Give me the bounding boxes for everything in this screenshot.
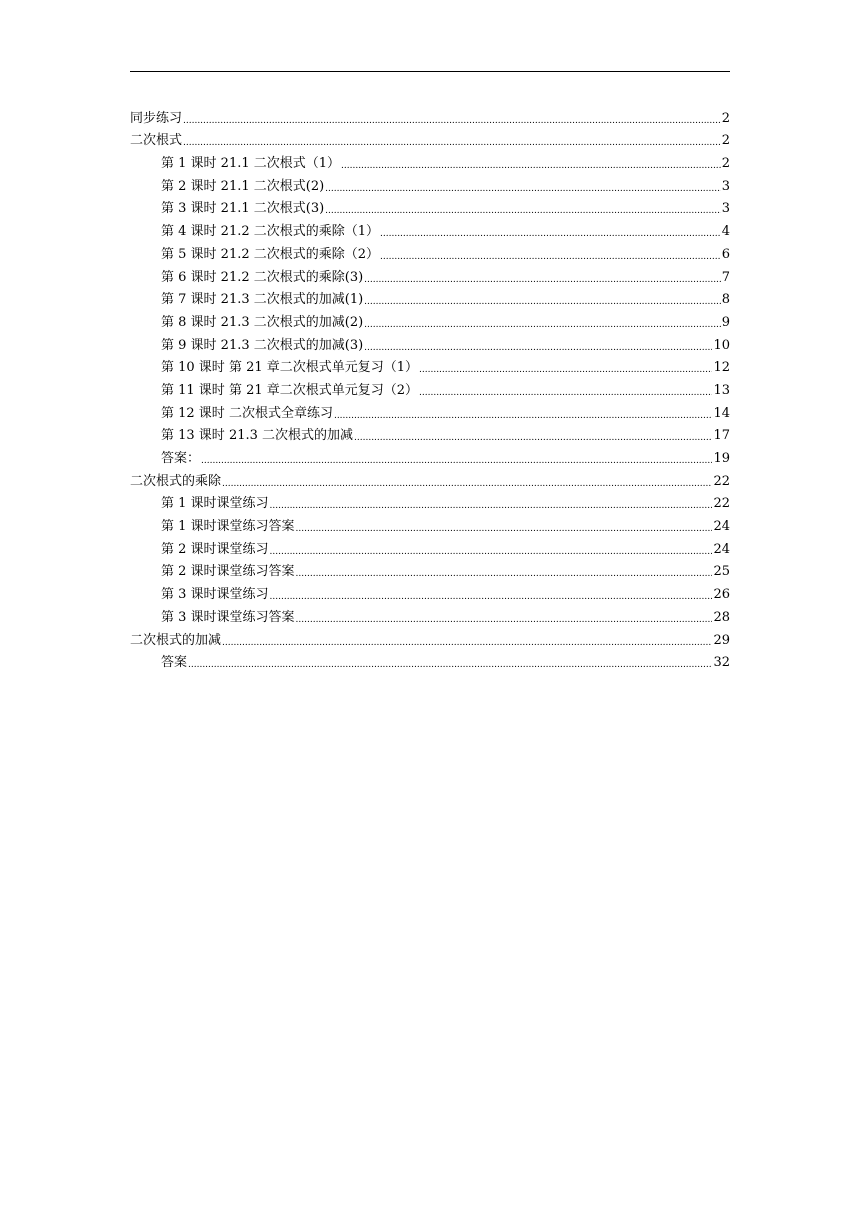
toc-entry[interactable] — [130, 603, 730, 626]
dot-leader — [419, 387, 712, 399]
dot-leader — [364, 274, 721, 286]
toc-entry-page: 22 — [713, 473, 730, 489]
toc-entry-page: 12 — [713, 360, 730, 376]
toc-entry-title: 第 2 课时 21.1 二次根式(2) — [161, 178, 325, 194]
toc-entry-page: 2 — [721, 156, 730, 172]
dot-leader — [188, 659, 712, 671]
toc-entry-title: 第 12 课时 二次根式全章练习 — [161, 405, 333, 421]
toc-entry[interactable] — [130, 217, 730, 240]
toc-entry-page: 10 — [713, 337, 730, 353]
toc-entry-page: 24 — [713, 519, 730, 535]
dot-leader — [270, 591, 713, 603]
toc-entry-page: 8 — [721, 292, 730, 308]
toc-entry-page: 29 — [713, 632, 730, 648]
toc-entry-page: 26 — [713, 587, 730, 603]
toc-entry-page: 32 — [713, 655, 730, 671]
toc-entry-title: 第 4 课时 21.2 二次根式的乘除（1） — [161, 224, 380, 240]
dot-leader — [201, 455, 712, 467]
toc-entry-page: 13 — [713, 382, 730, 398]
dot-leader — [354, 432, 712, 444]
toc-entry-title: 第 11 课时 第 21 章二次根式单元复习（2） — [161, 382, 419, 398]
dot-leader — [296, 614, 713, 626]
toc-entry-page: 2 — [721, 133, 730, 149]
toc-entry[interactable] — [130, 422, 730, 445]
toc-entry-title: 第 2 课时课堂练习 — [161, 541, 269, 557]
toc-entry[interactable] — [130, 626, 730, 649]
toc-entry-page: 6 — [721, 246, 730, 262]
dot-leader — [380, 251, 721, 263]
toc-entry-title: 二次根式 — [130, 133, 183, 149]
toc-entry[interactable] — [130, 308, 730, 331]
dot-leader — [364, 342, 712, 354]
toc-entry-title: 答案 — [161, 655, 188, 671]
toc-entry-page: 28 — [713, 609, 730, 625]
dot-leader — [325, 205, 721, 217]
toc-entry[interactable] — [130, 512, 730, 535]
dot-leader — [364, 296, 721, 308]
toc-entry-page: 25 — [713, 564, 730, 580]
toc-entry[interactable] — [130, 490, 730, 513]
toc-entry-title: 第 6 课时 21.2 二次根式的乘除(3) — [161, 269, 364, 285]
dot-leader — [270, 500, 713, 512]
toc-entry[interactable] — [130, 558, 730, 581]
toc-entry-title: 二次根式的加减 — [130, 632, 222, 648]
toc-entry-page: 17 — [713, 428, 730, 444]
toc-entry[interactable] — [130, 331, 730, 354]
toc-entry[interactable] — [130, 649, 730, 672]
dot-leader — [183, 137, 721, 149]
dot-leader — [222, 637, 712, 649]
toc-entry-title: 第 3 课时课堂练习 — [161, 587, 269, 603]
toc-entry-title: 第 1 课时课堂练习 — [161, 496, 269, 512]
toc-entry-page: 19 — [713, 451, 730, 466]
toc-entry[interactable] — [130, 580, 730, 603]
toc-entry-title: 二次根式的乘除 — [130, 473, 222, 489]
toc-entry[interactable] — [130, 172, 730, 195]
toc-entry[interactable] — [130, 444, 730, 467]
toc-entry[interactable] — [130, 286, 730, 309]
toc-entry-title: 第 1 课时课堂练习答案 — [161, 519, 295, 535]
table-of-contents — [130, 104, 730, 671]
toc-entry-page: 14 — [713, 405, 730, 421]
toc-entry-page: 2 — [721, 110, 730, 126]
toc-entry-title: 第 2 课时课堂练习答案 — [161, 564, 295, 580]
dot-leader — [364, 319, 721, 331]
toc-entry-title: 同步练习 — [130, 110, 183, 126]
toc-entry-title: 第 7 课时 21.3 二次根式的加减(1) — [161, 292, 364, 308]
dot-leader — [334, 410, 713, 422]
toc-entry[interactable] — [130, 240, 730, 263]
toc-entry-page: 7 — [721, 269, 730, 285]
toc-entry[interactable] — [130, 376, 730, 399]
dot-leader — [270, 546, 713, 558]
toc-entry-page: 24 — [713, 541, 730, 557]
toc-entry-page: 3 — [721, 201, 730, 217]
toc-entry[interactable] — [130, 127, 730, 150]
dot-leader — [222, 478, 712, 490]
toc-entry-title: 第 8 课时 21.3 二次根式的加减(2) — [161, 314, 364, 330]
toc-entry[interactable] — [130, 354, 730, 377]
toc-entry[interactable] — [130, 263, 730, 286]
dot-leader — [325, 183, 721, 195]
toc-entry[interactable] — [130, 104, 730, 127]
toc-entry-title: 第 1 课时 21.1 二次根式（1） — [161, 156, 341, 172]
dot-leader — [296, 568, 713, 580]
toc-entry-page: 9 — [721, 314, 730, 330]
dot-leader — [183, 115, 721, 127]
dot-leader — [380, 228, 721, 240]
toc-entry-title: 第 3 课时课堂练习答案 — [161, 609, 295, 625]
toc-entry-title: 第 10 课时 第 21 章二次根式单元复习（1） — [161, 360, 419, 376]
toc-entry[interactable] — [130, 467, 730, 490]
toc-entry[interactable] — [130, 149, 730, 172]
dot-leader — [419, 364, 712, 376]
dot-leader — [341, 160, 721, 172]
toc-entry-page: 22 — [713, 496, 730, 512]
toc-entry[interactable] — [130, 399, 730, 422]
toc-entry-title: 第 13 课时 21.3 二次根式的加减 — [161, 428, 354, 444]
header-rule — [130, 71, 730, 72]
toc-entry-title: 第 9 课时 21.3 二次根式的加减(3) — [161, 337, 364, 353]
toc-entry-page: 4 — [721, 224, 730, 240]
dot-leader — [296, 523, 713, 535]
toc-entry-page: 3 — [721, 178, 730, 194]
toc-entry-title: 第 5 课时 21.2 二次根式的乘除（2） — [161, 246, 380, 262]
toc-entry[interactable] — [130, 535, 730, 558]
toc-entry[interactable] — [130, 195, 730, 218]
toc-entry-title: 答案： — [161, 451, 201, 466]
toc-entry-title: 第 3 课时 21.1 二次根式(3) — [161, 201, 325, 217]
